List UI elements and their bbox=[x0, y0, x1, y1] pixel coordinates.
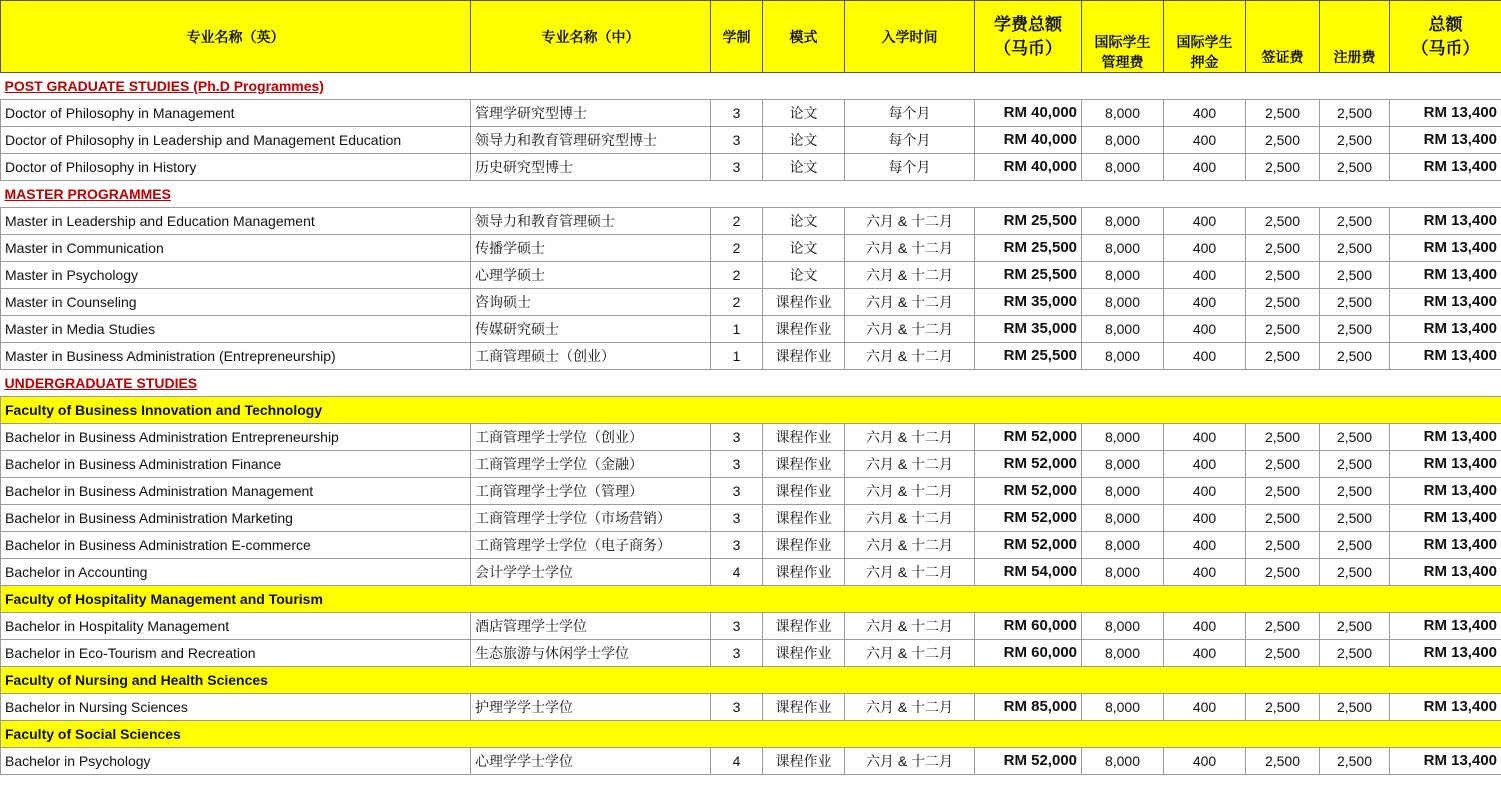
header-registration: 注册费 bbox=[1320, 1, 1390, 73]
visa-fee-cell: 2,500 bbox=[1246, 289, 1320, 316]
tuition-cell: RM 52,000 bbox=[975, 424, 1082, 451]
visa-fee-cell: 2,500 bbox=[1246, 343, 1320, 370]
registration-fee-cell: 2,500 bbox=[1320, 208, 1390, 235]
deposit-cell: 400 bbox=[1164, 478, 1246, 505]
header-tuition: 学费总额 （马币） bbox=[975, 1, 1082, 73]
duration-cell: 4 bbox=[711, 748, 763, 775]
duration-cell: 2 bbox=[711, 262, 763, 289]
tuition-cell: RM 25,500 bbox=[975, 262, 1082, 289]
duration-cell: 3 bbox=[711, 100, 763, 127]
deposit-cell: 400 bbox=[1164, 100, 1246, 127]
mode-cell: 论文 bbox=[763, 235, 845, 262]
tuition-cell: RM 40,000 bbox=[975, 127, 1082, 154]
program-name-cn: 传媒研究硕士 bbox=[471, 316, 711, 343]
registration-fee-cell: 2,500 bbox=[1320, 451, 1390, 478]
program-name-en: Bachelor in Business Administration Marketing bbox=[1, 505, 471, 532]
deposit-cell: 400 bbox=[1164, 532, 1246, 559]
duration-cell: 3 bbox=[711, 424, 763, 451]
intake-cell: 六月 & 十二月 bbox=[845, 640, 975, 667]
registration-fee-cell: 2,500 bbox=[1320, 127, 1390, 154]
registration-fee-cell: 2,500 bbox=[1320, 262, 1390, 289]
intake-cell: 六月 & 十二月 bbox=[845, 532, 975, 559]
intake-cell: 六月 & 十二月 bbox=[845, 262, 975, 289]
program-name-en: Bachelor in Psychology bbox=[1, 748, 471, 775]
table-row bbox=[1, 343, 1501, 370]
header-mode: 模式 bbox=[763, 1, 845, 73]
mode-cell: 课程作业 bbox=[763, 640, 845, 667]
admin-fee-cell: 8,000 bbox=[1082, 154, 1164, 181]
program-name-en: Bachelor in Business Administration Finance bbox=[1, 451, 471, 478]
program-name-en: Bachelor in Hospitality Management bbox=[1, 613, 471, 640]
deposit-cell: 400 bbox=[1164, 262, 1246, 289]
deposit-cell: 400 bbox=[1164, 640, 1246, 667]
program-name-en: Bachelor in Accounting bbox=[1, 559, 471, 586]
deposit-cell: 400 bbox=[1164, 343, 1246, 370]
registration-fee-cell: 2,500 bbox=[1320, 100, 1390, 127]
intake-cell: 六月 & 十二月 bbox=[845, 559, 975, 586]
mode-cell: 论文 bbox=[763, 208, 845, 235]
mode-cell: 课程作业 bbox=[763, 559, 845, 586]
mode-cell: 课程作业 bbox=[763, 694, 845, 721]
tuition-cell: RM 40,000 bbox=[975, 154, 1082, 181]
program-name-cn: 工商管理硕士（创业） bbox=[471, 343, 711, 370]
program-name-cn: 管理学研究型博士 bbox=[471, 100, 711, 127]
registration-fee-cell: 2,500 bbox=[1320, 640, 1390, 667]
mode-cell: 论文 bbox=[763, 154, 845, 181]
program-name-cn: 护理学学士学位 bbox=[471, 694, 711, 721]
header-total: 总额 （马币） bbox=[1390, 1, 1501, 73]
faculty-header-row bbox=[1, 397, 1501, 424]
table-row bbox=[1, 505, 1501, 532]
total-cell: RM 13,400 bbox=[1390, 100, 1501, 127]
mode-cell: 论文 bbox=[763, 100, 845, 127]
duration-cell: 2 bbox=[711, 289, 763, 316]
admin-fee-cell: 8,000 bbox=[1082, 748, 1164, 775]
mode-cell: 课程作业 bbox=[763, 478, 845, 505]
intake-cell: 六月 & 十二月 bbox=[845, 316, 975, 343]
duration-cell: 3 bbox=[711, 532, 763, 559]
admin-fee-cell: 8,000 bbox=[1082, 505, 1164, 532]
duration-cell: 2 bbox=[711, 208, 763, 235]
intake-cell: 六月 & 十二月 bbox=[845, 343, 975, 370]
section-header-row bbox=[1, 73, 1501, 100]
table-row bbox=[1, 748, 1501, 775]
table-row bbox=[1, 100, 1501, 127]
tuition-cell: RM 25,500 bbox=[975, 208, 1082, 235]
deposit-cell: 400 bbox=[1164, 613, 1246, 640]
visa-fee-cell: 2,500 bbox=[1246, 694, 1320, 721]
mode-cell: 课程作业 bbox=[763, 343, 845, 370]
intake-cell: 六月 & 十二月 bbox=[845, 235, 975, 262]
table-row bbox=[1, 532, 1501, 559]
section-label: MASTER PROGRAMMES bbox=[1, 181, 1501, 208]
intake-cell: 六月 & 十二月 bbox=[845, 505, 975, 532]
total-cell: RM 13,400 bbox=[1390, 289, 1501, 316]
total-cell: RM 13,400 bbox=[1390, 532, 1501, 559]
registration-fee-cell: 2,500 bbox=[1320, 559, 1390, 586]
program-name-cn: 工商管理学士学位（电子商务） bbox=[471, 532, 711, 559]
tuition-cell: RM 60,000 bbox=[975, 613, 1082, 640]
admin-fee-cell: 8,000 bbox=[1082, 613, 1164, 640]
program-name-cn: 工商管理学士学位（管理） bbox=[471, 478, 711, 505]
duration-cell: 4 bbox=[711, 559, 763, 586]
total-cell: RM 13,400 bbox=[1390, 451, 1501, 478]
admin-fee-cell: 8,000 bbox=[1082, 100, 1164, 127]
header-deposit: 国际学生 押金 bbox=[1164, 1, 1246, 73]
duration-cell: 3 bbox=[711, 505, 763, 532]
registration-fee-cell: 2,500 bbox=[1320, 532, 1390, 559]
mode-cell: 课程作业 bbox=[763, 289, 845, 316]
program-name-cn: 工商管理学士学位（创业） bbox=[471, 424, 711, 451]
faculty-header-row bbox=[1, 721, 1501, 748]
deposit-cell: 400 bbox=[1164, 154, 1246, 181]
section-header-row bbox=[1, 370, 1501, 397]
deposit-cell: 400 bbox=[1164, 235, 1246, 262]
duration-cell: 3 bbox=[711, 127, 763, 154]
tuition-cell: RM 35,000 bbox=[975, 289, 1082, 316]
header-name-en: 专业名称（英） bbox=[1, 1, 471, 73]
visa-fee-cell: 2,500 bbox=[1246, 640, 1320, 667]
tuition-cell: RM 25,500 bbox=[975, 235, 1082, 262]
intake-cell: 六月 & 十二月 bbox=[845, 208, 975, 235]
table-row bbox=[1, 559, 1501, 586]
admin-fee-cell: 8,000 bbox=[1082, 127, 1164, 154]
program-name-cn: 生态旅游与休闲学士学位 bbox=[471, 640, 711, 667]
visa-fee-cell: 2,500 bbox=[1246, 451, 1320, 478]
visa-fee-cell: 2,500 bbox=[1246, 262, 1320, 289]
total-cell: RM 13,400 bbox=[1390, 208, 1501, 235]
admin-fee-cell: 8,000 bbox=[1082, 424, 1164, 451]
program-name-cn: 工商管理学士学位（市场营销） bbox=[471, 505, 711, 532]
duration-cell: 1 bbox=[711, 316, 763, 343]
deposit-cell: 400 bbox=[1164, 505, 1246, 532]
tuition-cell: RM 54,000 bbox=[975, 559, 1082, 586]
visa-fee-cell: 2,500 bbox=[1246, 208, 1320, 235]
tuition-cell: RM 40,000 bbox=[975, 100, 1082, 127]
registration-fee-cell: 2,500 bbox=[1320, 694, 1390, 721]
total-cell: RM 13,400 bbox=[1390, 748, 1501, 775]
table-row bbox=[1, 316, 1501, 343]
program-name-cn: 心理学学士学位 bbox=[471, 748, 711, 775]
admin-fee-cell: 8,000 bbox=[1082, 451, 1164, 478]
admin-fee-cell: 8,000 bbox=[1082, 559, 1164, 586]
admin-fee-cell: 8,000 bbox=[1082, 235, 1164, 262]
total-cell: RM 13,400 bbox=[1390, 424, 1501, 451]
table-body bbox=[1, 73, 1501, 775]
mode-cell: 课程作业 bbox=[763, 316, 845, 343]
duration-cell: 3 bbox=[711, 694, 763, 721]
table-row bbox=[1, 154, 1501, 181]
registration-fee-cell: 2,500 bbox=[1320, 505, 1390, 532]
program-name-cn: 咨询硕士 bbox=[471, 289, 711, 316]
program-name-en: Doctor of Philosophy in History bbox=[1, 154, 471, 181]
duration-cell: 3 bbox=[711, 478, 763, 505]
mode-cell: 课程作业 bbox=[763, 748, 845, 775]
total-cell: RM 13,400 bbox=[1390, 235, 1501, 262]
visa-fee-cell: 2,500 bbox=[1246, 559, 1320, 586]
header-intake: 入学时间 bbox=[845, 1, 975, 73]
program-name-en: Bachelor in Business Administration E-commerce bbox=[1, 532, 471, 559]
duration-cell: 3 bbox=[711, 640, 763, 667]
visa-fee-cell: 2,500 bbox=[1246, 748, 1320, 775]
table-row bbox=[1, 262, 1501, 289]
intake-cell: 六月 & 十二月 bbox=[845, 613, 975, 640]
program-name-cn: 工商管理学士学位（金融） bbox=[471, 451, 711, 478]
tuition-cell: RM 60,000 bbox=[975, 640, 1082, 667]
header-row bbox=[1, 1, 1501, 73]
registration-fee-cell: 2,500 bbox=[1320, 748, 1390, 775]
deposit-cell: 400 bbox=[1164, 748, 1246, 775]
header-duration: 学制 bbox=[711, 1, 763, 73]
registration-fee-cell: 2,500 bbox=[1320, 343, 1390, 370]
intake-cell: 六月 & 十二月 bbox=[845, 748, 975, 775]
section-label: UNDERGRADUATE STUDIES bbox=[1, 370, 1501, 397]
admin-fee-cell: 8,000 bbox=[1082, 262, 1164, 289]
program-name-cn: 会计学学士学位 bbox=[471, 559, 711, 586]
total-cell: RM 13,400 bbox=[1390, 559, 1501, 586]
table-row bbox=[1, 640, 1501, 667]
tuition-cell: RM 52,000 bbox=[975, 505, 1082, 532]
deposit-cell: 400 bbox=[1164, 127, 1246, 154]
intake-cell: 六月 & 十二月 bbox=[845, 424, 975, 451]
program-name-en: Bachelor in Business Administration Entrepreneurship bbox=[1, 424, 471, 451]
admin-fee-cell: 8,000 bbox=[1082, 640, 1164, 667]
visa-fee-cell: 2,500 bbox=[1246, 424, 1320, 451]
mode-cell: 课程作业 bbox=[763, 505, 845, 532]
table-row bbox=[1, 451, 1501, 478]
mode-cell: 课程作业 bbox=[763, 451, 845, 478]
deposit-cell: 400 bbox=[1164, 451, 1246, 478]
table-row bbox=[1, 235, 1501, 262]
intake-cell: 六月 & 十二月 bbox=[845, 289, 975, 316]
registration-fee-cell: 2,500 bbox=[1320, 424, 1390, 451]
deposit-cell: 400 bbox=[1164, 316, 1246, 343]
visa-fee-cell: 2,500 bbox=[1246, 100, 1320, 127]
deposit-cell: 400 bbox=[1164, 208, 1246, 235]
registration-fee-cell: 2,500 bbox=[1320, 316, 1390, 343]
faculty-label: Faculty of Nursing and Health Sciences bbox=[1, 667, 1501, 694]
table-row bbox=[1, 613, 1501, 640]
program-name-en: Doctor of Philosophy in Leadership and Management Education bbox=[1, 127, 471, 154]
faculty-label: Faculty of Social Sciences bbox=[1, 721, 1501, 748]
visa-fee-cell: 2,500 bbox=[1246, 613, 1320, 640]
header-admin-fee: 国际学生 管理费 bbox=[1082, 1, 1164, 73]
deposit-cell: 400 bbox=[1164, 289, 1246, 316]
mode-cell: 课程作业 bbox=[763, 424, 845, 451]
tuition-cell: RM 85,000 bbox=[975, 694, 1082, 721]
faculty-label: Faculty of Hospitality Management and Tourism bbox=[1, 586, 1501, 613]
duration-cell: 2 bbox=[711, 235, 763, 262]
program-name-cn: 领导力和教育管理硕士 bbox=[471, 208, 711, 235]
mode-cell: 论文 bbox=[763, 262, 845, 289]
admin-fee-cell: 8,000 bbox=[1082, 343, 1164, 370]
total-cell: RM 13,400 bbox=[1390, 505, 1501, 532]
mode-cell: 课程作业 bbox=[763, 532, 845, 559]
faculty-label: Faculty of Business Innovation and Technology bbox=[1, 397, 1501, 424]
program-name-en: Master in Counseling bbox=[1, 289, 471, 316]
program-name-en: Bachelor in Nursing Sciences bbox=[1, 694, 471, 721]
program-name-cn: 酒店管理学士学位 bbox=[471, 613, 711, 640]
program-name-cn: 心理学硕士 bbox=[471, 262, 711, 289]
deposit-cell: 400 bbox=[1164, 424, 1246, 451]
intake-cell: 六月 & 十二月 bbox=[845, 451, 975, 478]
program-name-cn: 传播学硕士 bbox=[471, 235, 711, 262]
tuition-cell: RM 52,000 bbox=[975, 451, 1082, 478]
program-name-cn: 领导力和教育管理研究型博士 bbox=[471, 127, 711, 154]
program-name-cn: 历史研究型博士 bbox=[471, 154, 711, 181]
total-cell: RM 13,400 bbox=[1390, 613, 1501, 640]
registration-fee-cell: 2,500 bbox=[1320, 613, 1390, 640]
section-label: POST GRADUATE STUDIES (Ph.D Programmes) bbox=[1, 73, 1501, 100]
admin-fee-cell: 8,000 bbox=[1082, 532, 1164, 559]
tuition-cell: RM 52,000 bbox=[975, 748, 1082, 775]
intake-cell: 每个月 bbox=[845, 127, 975, 154]
intake-cell: 六月 & 十二月 bbox=[845, 694, 975, 721]
total-cell: RM 13,400 bbox=[1390, 154, 1501, 181]
duration-cell: 3 bbox=[711, 154, 763, 181]
total-cell: RM 13,400 bbox=[1390, 343, 1501, 370]
table-row bbox=[1, 208, 1501, 235]
program-name-en: Master in Leadership and Education Management bbox=[1, 208, 471, 235]
registration-fee-cell: 2,500 bbox=[1320, 289, 1390, 316]
table-row bbox=[1, 694, 1501, 721]
registration-fee-cell: 2,500 bbox=[1320, 478, 1390, 505]
registration-fee-cell: 2,500 bbox=[1320, 154, 1390, 181]
program-name-en: Master in Psychology bbox=[1, 262, 471, 289]
tuition-cell: RM 25,500 bbox=[975, 343, 1082, 370]
admin-fee-cell: 8,000 bbox=[1082, 316, 1164, 343]
table-row bbox=[1, 424, 1501, 451]
table-row bbox=[1, 478, 1501, 505]
deposit-cell: 400 bbox=[1164, 559, 1246, 586]
duration-cell: 1 bbox=[711, 343, 763, 370]
header-visa: 签证费 bbox=[1246, 1, 1320, 73]
total-cell: RM 13,400 bbox=[1390, 478, 1501, 505]
intake-cell: 每个月 bbox=[845, 100, 975, 127]
visa-fee-cell: 2,500 bbox=[1246, 127, 1320, 154]
program-name-en: Master in Media Studies bbox=[1, 316, 471, 343]
faculty-header-row bbox=[1, 586, 1501, 613]
intake-cell: 每个月 bbox=[845, 154, 975, 181]
total-cell: RM 13,400 bbox=[1390, 694, 1501, 721]
registration-fee-cell: 2,500 bbox=[1320, 235, 1390, 262]
mode-cell: 课程作业 bbox=[763, 613, 845, 640]
visa-fee-cell: 2,500 bbox=[1246, 505, 1320, 532]
visa-fee-cell: 2,500 bbox=[1246, 154, 1320, 181]
admin-fee-cell: 8,000 bbox=[1082, 478, 1164, 505]
tuition-cell: RM 52,000 bbox=[975, 532, 1082, 559]
total-cell: RM 13,400 bbox=[1390, 640, 1501, 667]
program-name-en: Doctor of Philosophy in Management bbox=[1, 100, 471, 127]
header-name-cn: 专业名称（中） bbox=[471, 1, 711, 73]
program-name-en: Bachelor in Business Administration Management bbox=[1, 478, 471, 505]
program-name-en: Master in Communication bbox=[1, 235, 471, 262]
tuition-cell: RM 52,000 bbox=[975, 478, 1082, 505]
program-name-en: Bachelor in Eco-Tourism and Recreation bbox=[1, 640, 471, 667]
mode-cell: 论文 bbox=[763, 127, 845, 154]
visa-fee-cell: 2,500 bbox=[1246, 532, 1320, 559]
table-row bbox=[1, 127, 1501, 154]
admin-fee-cell: 8,000 bbox=[1082, 208, 1164, 235]
table-row bbox=[1, 289, 1501, 316]
admin-fee-cell: 8,000 bbox=[1082, 694, 1164, 721]
faculty-header-row bbox=[1, 667, 1501, 694]
section-header-row bbox=[1, 181, 1501, 208]
duration-cell: 3 bbox=[711, 451, 763, 478]
total-cell: RM 13,400 bbox=[1390, 127, 1501, 154]
visa-fee-cell: 2,500 bbox=[1246, 316, 1320, 343]
visa-fee-cell: 2,500 bbox=[1246, 235, 1320, 262]
admin-fee-cell: 8,000 bbox=[1082, 289, 1164, 316]
total-cell: RM 13,400 bbox=[1390, 316, 1501, 343]
duration-cell: 3 bbox=[711, 613, 763, 640]
intake-cell: 六月 & 十二月 bbox=[845, 478, 975, 505]
visa-fee-cell: 2,500 bbox=[1246, 478, 1320, 505]
deposit-cell: 400 bbox=[1164, 694, 1246, 721]
tuition-cell: RM 35,000 bbox=[975, 316, 1082, 343]
total-cell: RM 13,400 bbox=[1390, 262, 1501, 289]
program-name-en: Master in Business Administration (Entrepreneurship) bbox=[1, 343, 471, 370]
